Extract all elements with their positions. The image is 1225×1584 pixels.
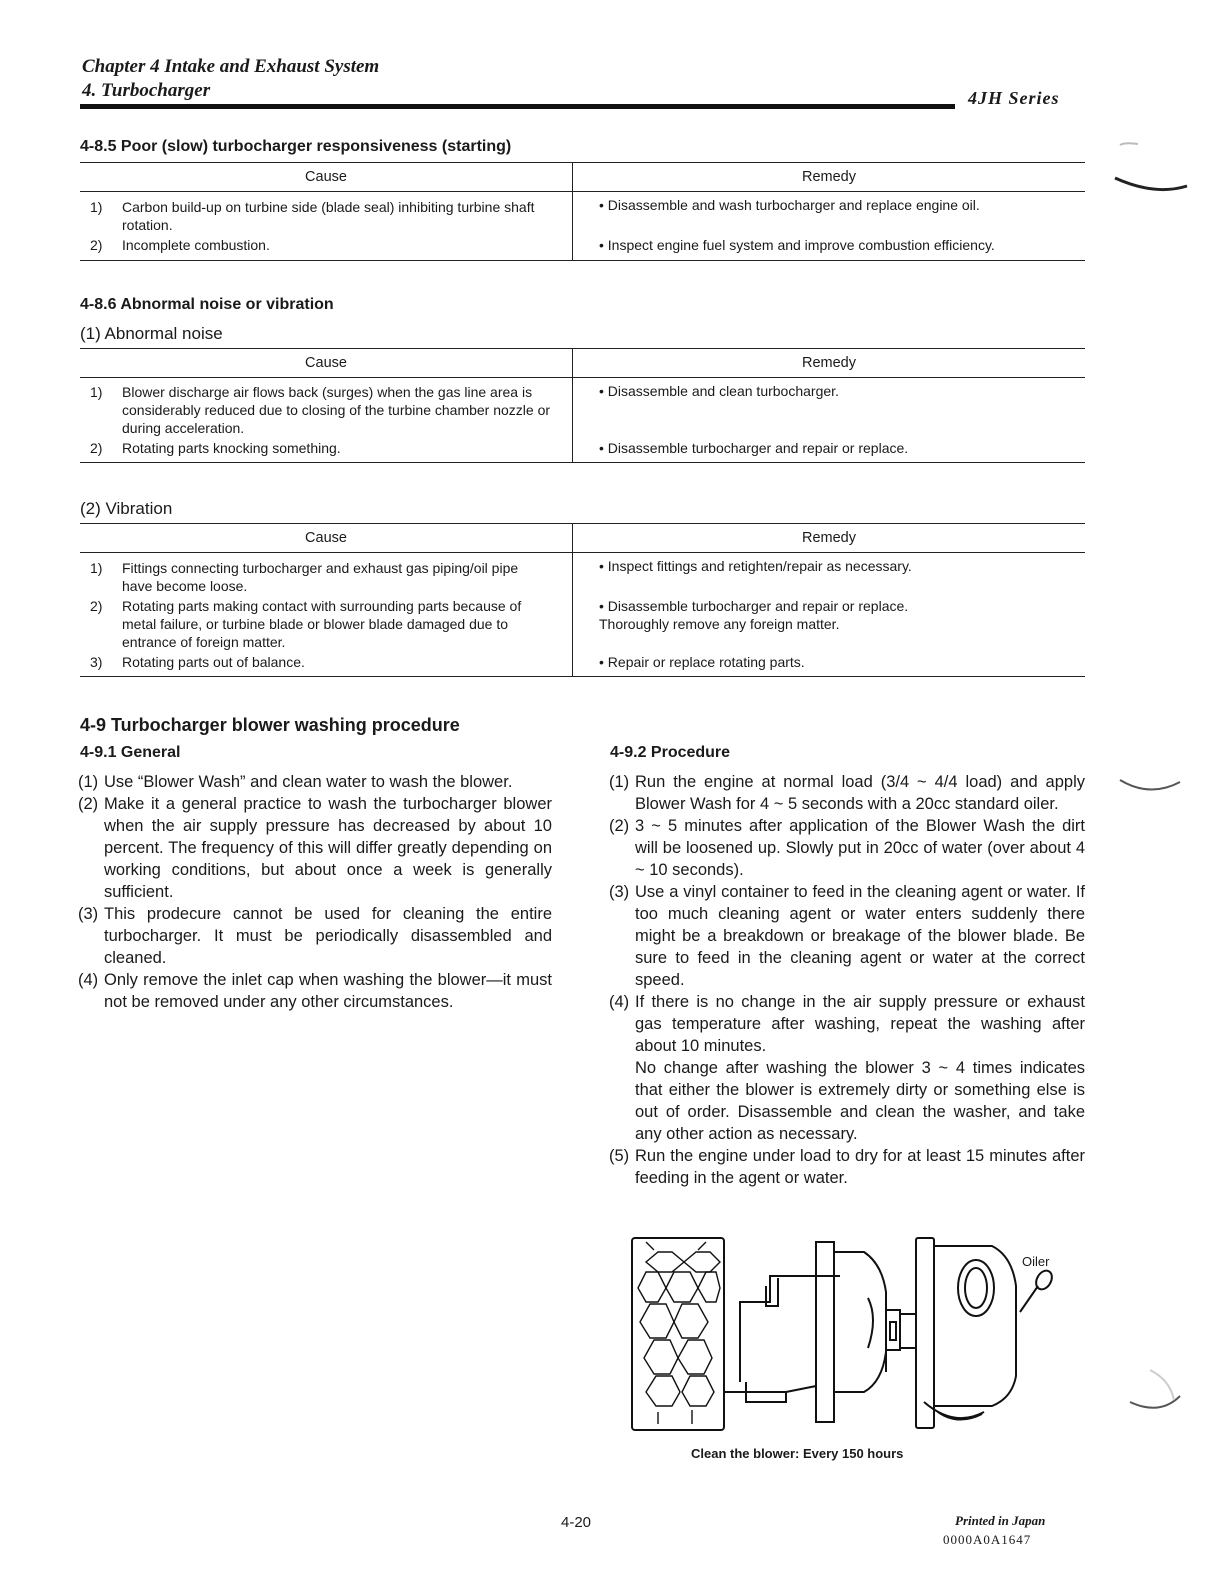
row-number: 3) (90, 654, 103, 670)
list-item: (1) Run the engine at normal load (3/4 ~ 4/4 load) and apply Blower Wash for 4 ~ 5 seconds with a 20cc standard oiler. (609, 773, 1085, 813)
procedure-title: 4-9.2 Procedure (610, 744, 731, 761)
remedy-text: • Disassemble turbocharger and repair or replace. Thoroughly remove any foreign matter. (599, 598, 909, 632)
cleaning-cap (934, 1246, 1016, 1406)
general-list (78, 771, 552, 1013)
list-item: (3) Use a vinyl container to feed in the cleaning agent or water. If too much cleaning agent or water enters suddenly there might be a breakdown or breakage of the blower blade. Be sure to feed in the cleaning agent or water at the correct speed. (609, 883, 1085, 989)
remedy-text: • Inspect fittings and retighten/repair as necessary. (599, 558, 912, 574)
row-number: 2) (90, 237, 103, 253)
remedy-text: • Disassemble and wash turbocharger and replace engine oil. (599, 197, 980, 213)
oiler-spout (1020, 1286, 1038, 1312)
cause-text: Rotating parts out of balance. (122, 654, 305, 670)
section-4-9-title: 4-9 Turbocharger blower washing procedure (80, 715, 460, 735)
cause-text: Incomplete combustion. (122, 237, 270, 253)
table-row (80, 597, 1085, 653)
punch-hole-marks (1110, 140, 1190, 1440)
row-number: 1) (90, 199, 103, 215)
header-rule (80, 104, 955, 109)
document-code: 0000A0A1647 (943, 1532, 1032, 1547)
printed-in-label: Printed in Japan (955, 1513, 1046, 1528)
section-title: 4. Turbocharger (82, 80, 211, 101)
row-number: 2) (90, 598, 103, 614)
list-item: (4) If there is no change in the air supply pressure or exhaust gas temperature after washing, repeat the washing after about 10 minutes. No change after washing the blower 3 ~ 4 times indicates that either the blower is extremely dirty or something else is out of order. Disassemble and clean the washer, and take any other action as necessary. (609, 993, 1085, 1143)
general-title: 4-9.1 General (80, 744, 181, 761)
row-number: 1) (90, 384, 103, 400)
list-item: (1) Use “Blower Wash” and clean water to wash the blower. (78, 773, 513, 791)
cause-text: Blower discharge air flows back (surges) when the gas line area is considerably reduced due to closing of the turbine chamber nozzle or during acceleration. (122, 384, 551, 436)
cause-header: Cause (80, 524, 573, 553)
procedure-list (609, 771, 1085, 1189)
section-4-8-5-title: 4-8.5 Poor (slow) turbocharger responsiveness (starting) (80, 138, 512, 155)
cause-header: Cause (80, 163, 573, 192)
remedy-text: • Repair or replace rotating parts. (599, 654, 805, 670)
remedy-header: Remedy (573, 524, 1086, 553)
row-number: 2) (90, 440, 103, 456)
table-row (80, 192, 1085, 237)
table-row (80, 439, 1085, 463)
section-4-8-6-title: 4-8.6 Abnormal noise or vibration (80, 296, 334, 313)
table-row (80, 378, 1085, 440)
blower-housing (816, 1242, 834, 1422)
blower-washing-illustration (628, 1232, 1068, 1438)
remedy-text: • Inspect engine fuel system and improve combustion efficiency. (599, 237, 995, 253)
cause-text: Rotating parts making contact with surrounding parts because of metal failure, or turbine blade or blower blade damaged due to entrance of foreign matter. (122, 598, 522, 650)
row-number: 1) (90, 560, 103, 576)
table-4-8-5 (80, 162, 1085, 261)
cause-text: Rotating parts knocking something. (122, 440, 341, 456)
list-item: (2) Make it a general practice to wash the turbocharger blower when the air supply pressure has decreased by about 10 percent. The frequency of this will differ greatly depending on working conditions, but about once a week is generally sufficient. (78, 795, 552, 901)
chapter-title: Chapter 4 Intake and Exhaust System (82, 56, 380, 77)
filter-mesh (638, 1242, 720, 1424)
list-item: (4) Only remove the inlet cap when washing the blower—it must not be removed under any other circumstances. (78, 971, 552, 1011)
page-number: 4-20 (561, 1514, 592, 1531)
table-row (80, 553, 1085, 598)
remedy-text: • Disassemble turbocharger and repair or replace. (599, 440, 909, 456)
figure-caption: Clean the blower: Every 150 hours (691, 1446, 904, 1461)
list-item: (3) This prodecure cannot be used for cleaning the entire turbocharger. It must be periodically disassembled and cleaned. (78, 905, 552, 967)
series-label: 4JH Series (968, 88, 1060, 108)
oiler-label: Oiler (1022, 1254, 1050, 1269)
remedy-text: • Disassemble and clean turbocharger. (599, 383, 839, 399)
remedy-header: Remedy (573, 163, 1086, 192)
table-row (80, 236, 1085, 261)
table-row (80, 653, 1085, 677)
cause-header: Cause (80, 349, 573, 378)
table-vibration (80, 523, 1085, 677)
remedy-header: Remedy (573, 349, 1086, 378)
vibration-subtitle: (2) Vibration (80, 499, 173, 518)
list-item: (2) 3 ~ 5 minutes after application of the Blower Wash the dirt will be loosened up. Slowly put in 20cc of water (over about 4 ~ 10 seconds). (609, 817, 1085, 879)
list-item: (5) Run the engine under load to dry for at least 15 minutes after feeding in the agent or water. (609, 1147, 1085, 1187)
cause-text: Carbon build-up on turbine side (blade seal) inhibiting turbine shaft rotation. (122, 199, 535, 233)
table-abnormal-noise (80, 348, 1085, 463)
abnormal-noise-subtitle: (1) Abnormal noise (80, 324, 223, 343)
cause-text: Fittings connecting turbocharger and exhaust gas piping/oil pipe have become loose. (122, 560, 519, 594)
